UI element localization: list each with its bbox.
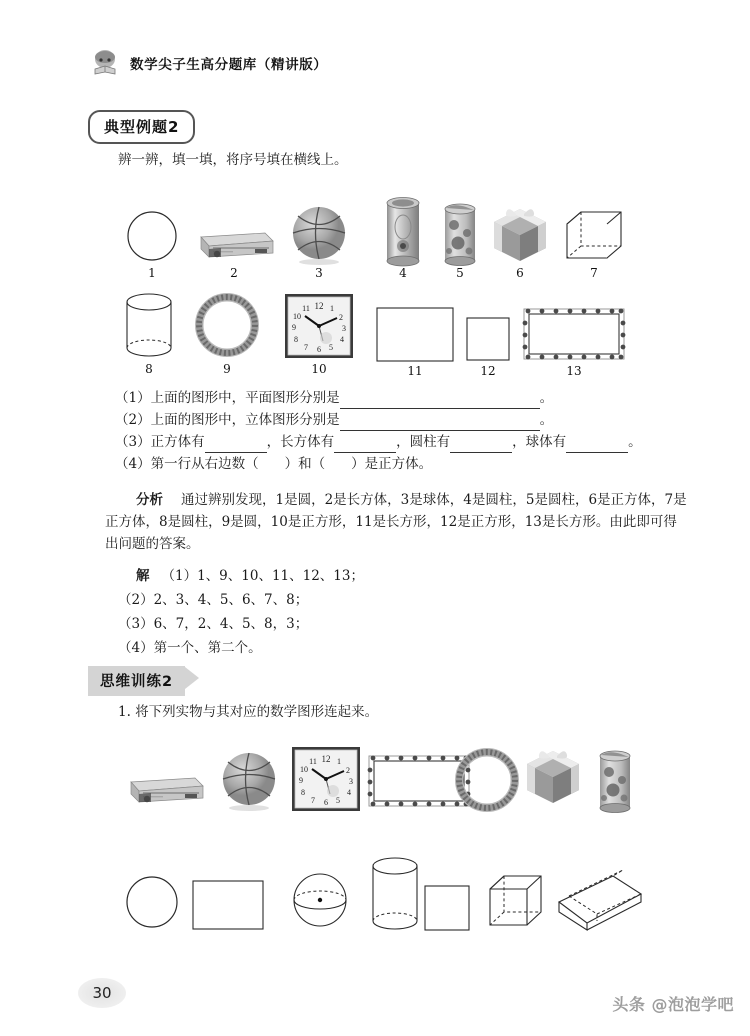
svg-text:7: 7 [304,343,308,352]
svg-text:9: 9 [292,323,296,332]
training-object-photo-cylinder-can [595,746,635,816]
question-4-part3: ）是正方体。 [351,456,433,472]
figure-label-1: 1 [148,266,156,280]
analysis-line-2: 正方体，8是圆柱，9是圆，10是正方形，11是长方形，12是正方形，13是长方形。由此即可得 [105,514,677,530]
svg-text:5: 5 [336,796,340,805]
question-3-part4: ，球体有 [512,434,567,450]
svg-text:10: 10 [293,312,301,321]
question-3-blank-sphere[interactable] [566,439,628,453]
figure-10-photo-square-clock [283,292,355,360]
figure-label-9: 9 [223,362,231,376]
analysis-label: 分析 [136,492,163,508]
question-3-part2: ，长方体有 [266,434,335,450]
svg-text:5: 5 [329,343,333,352]
figure-6-photo-gift-cube [488,203,552,267]
svg-text:12: 12 [321,754,331,764]
svg-text:1: 1 [337,757,341,766]
training-object-photo-cuboid-box [123,768,205,808]
question-2-number: （2） [115,412,151,428]
solution-line-3: （3）6、7，2、4、5、8，3； [118,616,309,632]
training-shape-cylinder-wireframe [368,855,422,933]
question-3-period: 。 [628,434,642,450]
question-3-part3: ，圆柱有 [396,434,451,450]
figure-label-2: 2 [230,266,238,280]
training-object-photo-basketball [218,750,280,812]
analysis-text-1: 通过辨别发现，1是圆，2是长方体，3是球体，4是圆柱，5是圆柱，6是正方体，7是 [181,492,687,508]
question-3-blank-cube[interactable] [205,439,267,453]
training-shape-cube-wireframe [487,873,545,931]
example-instruction: 辨一辨，填一填，将序号填在横线上。 [118,152,348,168]
question-3-part1: 正方体有 [150,434,205,450]
training-shape-rectangle-outline [192,880,264,930]
question-1-blank[interactable] [340,395,540,409]
figure-label-6: 6 [516,266,524,280]
svg-text:3: 3 [342,324,346,333]
training-shape-circle-outline [125,875,179,929]
figure-7-cube-wireframe [563,208,625,264]
student-book-logo-icon [88,48,122,78]
figure-label-8: 8 [145,362,153,376]
figure-label-12: 12 [480,364,496,378]
svg-text:7: 7 [311,796,315,805]
figure-4-photo-cylinder-tin [381,191,425,269]
svg-text:2: 2 [339,313,343,322]
question-4 [115,454,432,475]
question-2-blank[interactable] [340,417,540,431]
question-3 [115,432,642,453]
book-title: 数学尖子生高分题库（精讲版） [130,57,328,73]
question-3-number: （3） [115,434,151,450]
figure-label-4: 4 [399,266,407,280]
solution-line-2: （2）2、3、4、5、6、7、8； [118,592,309,608]
figure-13-photo-decorated-rectangle [520,305,628,363]
figure-2-photo-cuboid-box [193,223,275,263]
svg-text:1: 1 [330,304,334,313]
training-object-photo-ring-circle [455,748,519,812]
svg-text:9: 9 [299,776,303,785]
svg-text:12: 12 [314,301,324,311]
figure-11-rectangle-outline [376,307,454,362]
training-shape-sphere-wireframe [290,870,350,930]
svg-text:6: 6 [317,345,321,354]
question-1 [115,388,553,409]
question-2-text: 上面的图形中，立体图形分别是 [150,412,340,428]
training-section-badge: 思维训练2 [88,666,185,696]
svg-text:8: 8 [294,335,298,344]
solution-line-1 [136,566,364,587]
svg-text:4: 4 [347,788,351,797]
question-1-text: 上面的图形中，平面图形分别是 [150,390,340,406]
figure-label-3: 3 [315,266,323,280]
question-4-part1: 第一行从右边数（ [150,456,259,472]
svg-text:10: 10 [300,765,308,774]
page-header [88,48,327,78]
figure-9-photo-ring-circle [195,293,259,357]
svg-text:3: 3 [349,777,353,786]
example-section-badge: 典型例题2 [88,110,195,144]
figure-5-photo-cylinder-can [440,199,480,269]
training-shape-square-outline [424,885,470,931]
training-question-1: 1. 将下列实物与其对应的数学图形连起来。 [118,704,379,720]
svg-text:11: 11 [309,757,317,766]
svg-text:2: 2 [346,766,350,775]
training-object-photo-square-clock [290,745,362,813]
question-4-part2: ）和（ [284,456,326,472]
question-2-period: 。 [539,412,554,428]
question-4-number: （4） [115,456,151,472]
svg-text:8: 8 [301,788,305,797]
question-1-period: 。 [539,390,554,406]
figure-label-13: 13 [566,364,582,378]
figure-label-11: 11 [407,364,423,378]
badge-arrow-icon [185,667,199,689]
question-2 [115,410,553,431]
question-3-blank-cylinder[interactable] [450,439,512,453]
analysis-line-1 [136,490,687,511]
page-number: 30 [78,978,126,1008]
solution-text-1: （1）1、9、10、11、12、13； [161,568,364,584]
svg-text:6: 6 [324,798,328,807]
watermark: 头条 @泡泡学吧 [612,995,734,1014]
question-3-blank-cuboid[interactable] [334,439,396,453]
figure-8-cylinder-wireframe [122,292,176,358]
figure-label-5: 5 [456,266,464,280]
solution-label: 解 [136,568,150,584]
question-1-number: （1） [115,390,151,406]
svg-text:4: 4 [340,335,344,344]
figure-12-square-outline [466,317,510,361]
analysis-line-3: 出问题的答案。 [105,536,200,552]
figure-3-photo-basketball [288,204,350,266]
training-shape-cuboid-wireframe [557,868,645,930]
figure-label-10: 10 [311,362,327,376]
figure-label-7: 7 [590,266,598,280]
svg-text:11: 11 [302,304,310,313]
solution-line-4: （4）第一个、第二个。 [118,640,262,656]
training-object-photo-gift-cube [521,745,585,809]
figure-1-circle-outline [126,210,178,262]
